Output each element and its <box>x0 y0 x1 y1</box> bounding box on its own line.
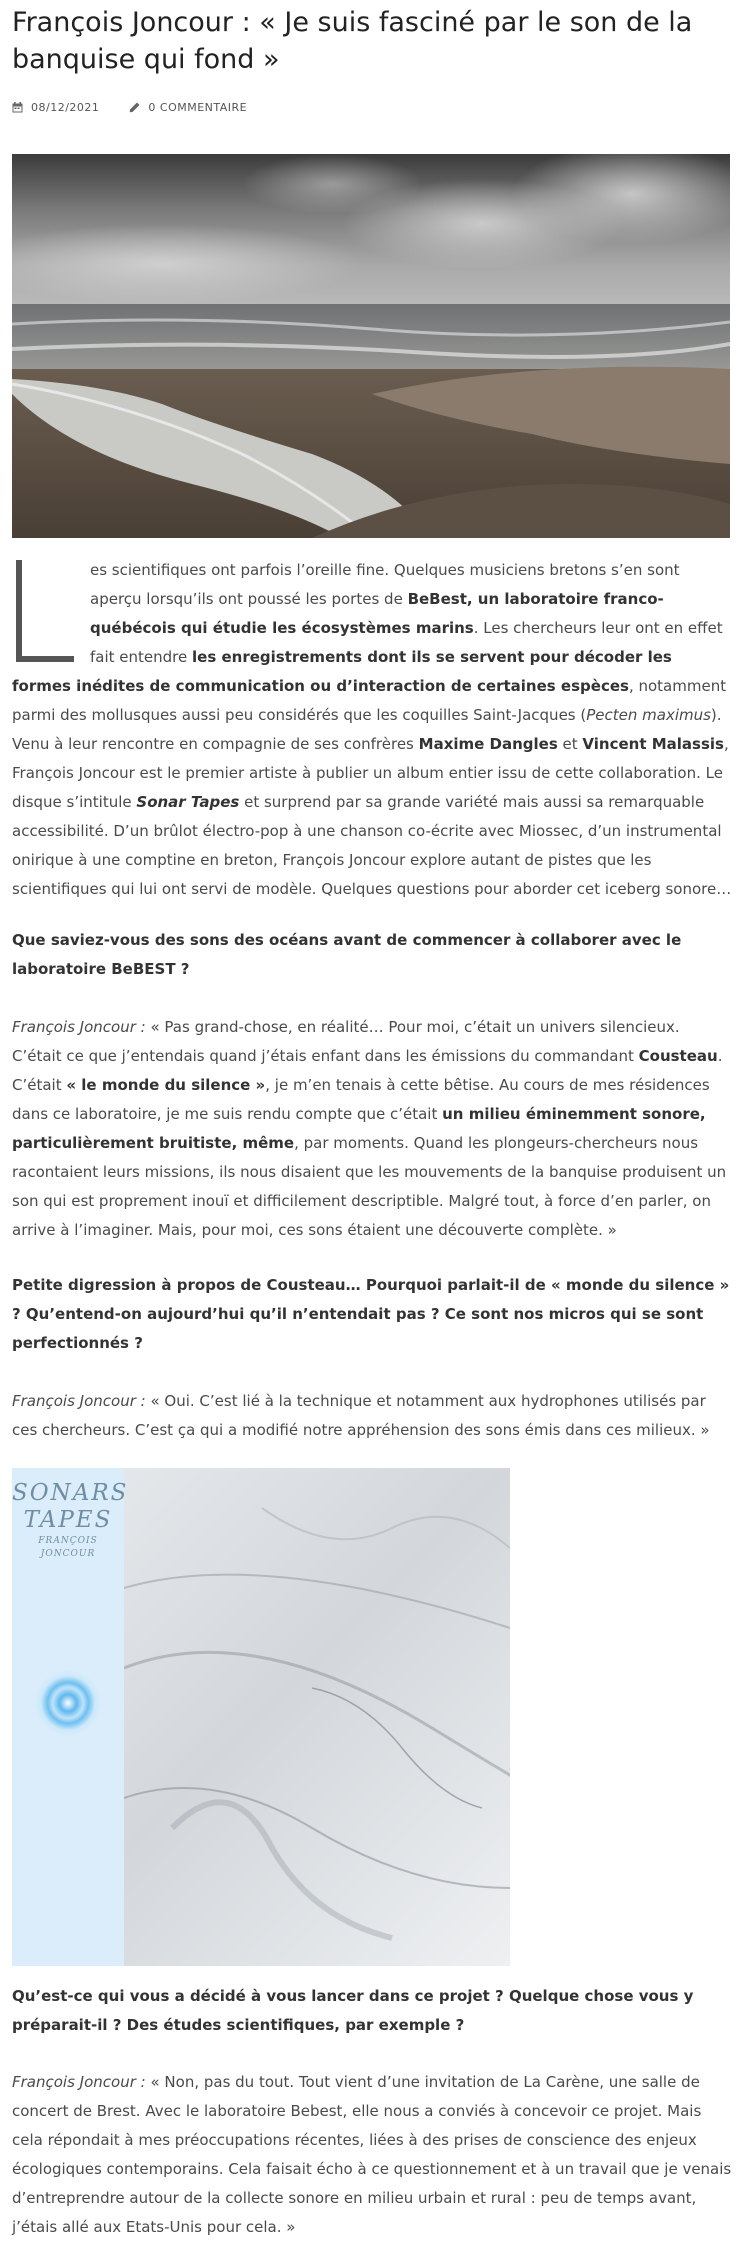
hero-image <box>12 154 730 538</box>
dropcap-text <box>12 560 13 561</box>
answer-text-segment: , par moments. Quand les plongeurs-chercheurs nous racontaient leurs missions, ils nous disaient que les mouvements de la banquise produisent un son qui est proprement inouï et difficilement descriptible. Malgré tout, à force d’en parler, on arrive à l’imaginer. Mais, pour moi, ces sons étaient une découverte complète. » <box>12 1134 727 1239</box>
album-cover-text <box>12 1480 129 1560</box>
answer-text-segment: un milieu éminemment sonore, particulièrement bruitiste, même <box>12 1105 706 1152</box>
article-intro <box>12 556 732 904</box>
answer-2 <box>12 1387 732 1445</box>
pencil-icon <box>129 102 140 113</box>
album-cover <box>12 1468 510 1966</box>
answer-text-segment: , je m’en tenais à cette bêtise. Au cours de mes résidences dans ce laboratoire, je me suis rendu compte que c’était <box>12 1076 710 1123</box>
intro-text-segment: Pecten maximus <box>586 706 711 724</box>
post-date[interactable] <box>12 101 99 114</box>
album-title-line-1: SONARS <box>12 1480 129 1506</box>
answer-speaker: François Joncour : <box>12 2073 146 2091</box>
answer-text-segment: Cousteau <box>638 1047 718 1065</box>
intro-text-segment: ). Venu à leur rencontre en compagnie de ses confrères <box>12 706 722 753</box>
intro-text-segment: BeBest, un laboratoire franco-québécois qui étudie les écosystèmes marins <box>90 590 664 637</box>
intro-text-segment: Sonar Tapes <box>136 793 240 811</box>
post-comments-text: 0 COMMENTAIRE <box>148 101 248 114</box>
album-artist-line-1: FRANÇOIS <box>38 1536 98 1546</box>
question-3: Qu’est-ce qui vous a décidé à vous lancer dans ce projet ? Quelque chose vous y préparait-il ? Des études scientifiques, par exemple ? <box>12 1987 694 2034</box>
post-title: François Joncour : « Je suis fasciné par le son de la banquise qui fond » <box>12 7 693 75</box>
answer-3 <box>12 2068 732 2242</box>
post-date-text: 08/12/2021 <box>31 101 100 114</box>
post-comments[interactable] <box>129 101 247 114</box>
answer-text-segment: « Pas grand-chose, en réalité… Pour moi, c’était un univers silencieux. C’était ce que j’entendais quand j’étais enfant dans les émissions du commandant <box>12 1018 680 1065</box>
post-meta <box>12 101 247 114</box>
intro-text-segment: es scientifiques ont parfois l’oreille fine. Quelques musiciens bretons s’en sont aperçu lorsqu’ils ont poussé les portes de <box>90 561 680 608</box>
dropcap-letter-l <box>12 560 78 666</box>
intro-text-segment: , notamment parmi des mollusques aussi peu considérés que les coquilles Saint-Jacques ( <box>12 677 727 724</box>
answer-speaker: François Joncour : <box>12 1018 146 1036</box>
answer-text-segment: « Non, pas du tout. Tout vient d’une invitation de La Carène, une salle de concert de Brest. Avec le laboratoire Bebest, elle nous a conviés à concevoir ce projet. Mais cela répondait à mes préoccupations récentes, liées à des prises de conscience des enjeux écologiques contemporains. Cela faisait écho à ce questionnement et à un travail que je venais d’entreprendre autour de la collecte sonore en milieu urbain et rural : peu de temps avant, j’étais allé aux Etats-Unis pour cela. » <box>12 2073 732 2236</box>
album-title-line-2: TAPES <box>23 1507 113 1533</box>
question-2: Petite digression à propos de Cousteau… Pourquoi parlait-il de « monde du silence » ? Qu’entend-on aujourd’hui qu’il n’entendait pas ? Ce sont nos micros qui se sont perfectionnés ? <box>12 1276 730 1352</box>
answer-text-segment: . C’était <box>12 1047 723 1094</box>
intro-text-segment: Maxime Dangles <box>418 735 558 753</box>
question-1: Que saviez-vous des sons des océans avant de commencer à collaborer avec le laboratoire BeBEST ? <box>12 931 682 978</box>
intro-text-segment: . Les chercheurs leur ont en effet fait entendre <box>90 619 723 666</box>
intro-text-segment: et surprend par sa grande variété mais aussi sa remarquable accessibilité. D’un brûlot électro-pop à une chanson co-écrite avec Miossec, d’un instrumental onirique à une comptine en breton, François Joncour explore autant de pistes que les scientifiques qui lui ont servi de modèle. Quelques questions pour aborder cet iceberg sonore… <box>12 793 732 898</box>
answer-text-segment: « Oui. C’est lié à la technique et notamment aux hydrophones utilisés par ces chercheurs. C’est ça qui a modifié notre appréhension des sons émis dans ces milieux. » <box>12 1392 710 1439</box>
answer-speaker: François Joncour : <box>12 1392 146 1410</box>
answer-1 <box>12 1013 732 1245</box>
answer-text-segment: « le monde du silence » <box>66 1076 266 1094</box>
intro-text-segment: Vincent Malassis <box>582 735 724 753</box>
intro-text-segment: , François Joncour est le premier artiste à publier un album entier issu de cette collaboration. Le disque s’intitule <box>12 735 729 811</box>
dropcap <box>12 560 78 666</box>
calendar-icon <box>12 102 23 113</box>
album-artist-line-2: JONCOUR <box>40 1549 96 1559</box>
intro-text-segment: les enregistrements dont ils se servent pour décoder les formes inédites de communication ou d’interaction de certaines espèces <box>12 648 672 695</box>
intro-text-segment: et <box>557 735 583 753</box>
intro-paragraph <box>12 556 732 904</box>
